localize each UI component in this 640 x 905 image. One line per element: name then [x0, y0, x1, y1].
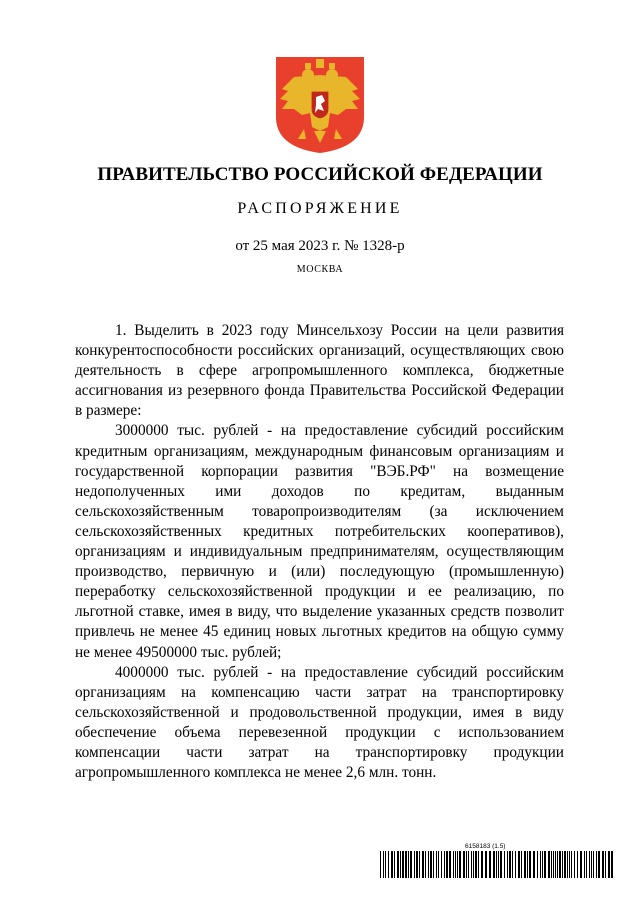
document-body	[75, 321, 564, 783]
barcode-icon	[380, 851, 616, 878]
document-code: 6158183 (1.5)	[465, 843, 506, 850]
coat-of-arms-icon	[274, 55, 366, 155]
paragraph: 1. Выделить в 2023 году Минсельхозу России на цели развития конкурентоспособности российских организаций, осуществляющих свою деятельность в сфере агропромышленного комплекса, бюджетные ассигнования из резервного фонда Правительства Российской Федерации в размере:	[75, 322, 564, 420]
paragraph: 4000000 тыс. рублей - на предоставление субсидий российским организациям на компенсацию части затрат на транспортировку сельскохозяйственной и продовольственной продукции, имея в виду обеспечение объема перевезенной продукции с использованием компенсации части затрат на транспортировку продукции агропромышленного комплекса не менее 2,6 млн. тонн.	[75, 663, 564, 782]
government-title: ПРАВИТЕЛЬСТВО РОССИЙСКОЙ ФЕДЕРАЦИИ	[97, 164, 543, 185]
paragraph: 3000000 тыс. рублей - на предоставление субсидий российским кредитным организациям, международным финансовым организациям и государственной корпорации развития "ВЭБ.РФ" на возмещение недополученных ими доходов по кредитам, выданным сельскохозяйственным товаропроизводителям (за исключением сельскохозяйственных кредитных потребительских кооперативов), организациям и индивидуальным предпринимателям, осуществляющим производство, первичную и (или) последующую (промышленную) переработку сельскохозяйственной продукции и ее реализацию, по льготной ставке, имея в виду, что выделение указанных средств позволит привлечь не менее 45 единиц новых льготных кредитов на общую сумму не менее 49500000 тыс. рублей;	[75, 422, 564, 661]
document-type: РАСПОРЯЖЕНИЕ	[237, 200, 403, 217]
document-city: МОСКВА	[296, 264, 344, 275]
document-date-number: от 25 мая 2023 г. № 1328-р	[235, 238, 405, 254]
